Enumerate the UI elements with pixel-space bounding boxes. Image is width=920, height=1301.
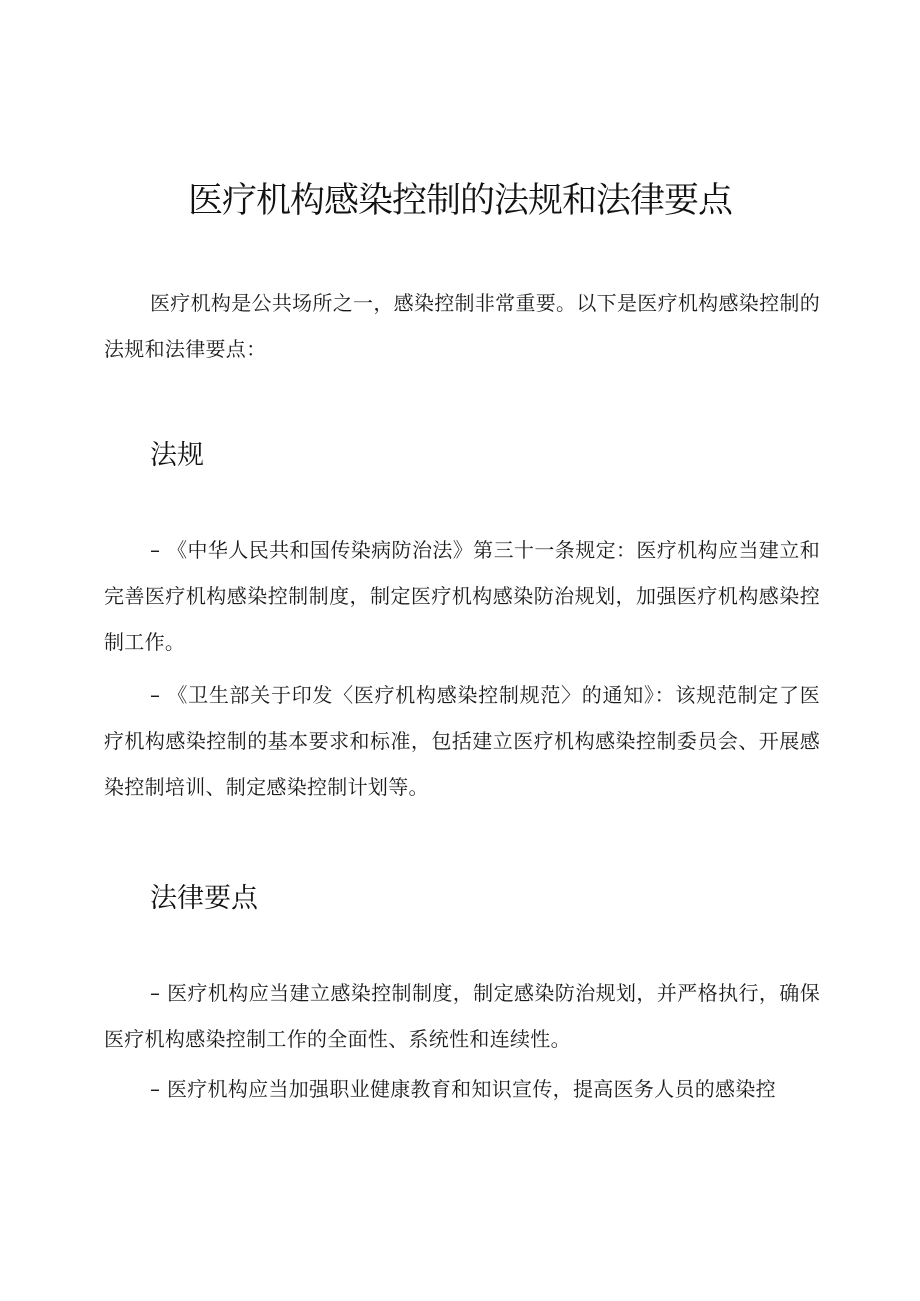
section-heading-regulations: 法规 (150, 440, 204, 471)
legal-point-item-1: – 医疗机构应当建立感染控制制度，制定感染防治规划，并严格执行，确保医疗机构感染控制工作的全面性、系统性和连续性。 (104, 981, 820, 1051)
document-title: 医疗机构感染控制的法规和法律要点 (187, 181, 732, 221)
legal-point-item-2: – 医疗机构应当加强职业健康教育和知识宣传，提高医务人员的感染控 (150, 1077, 776, 1101)
section-heading-legal-points: 法律要点 (150, 883, 258, 914)
regulation-item-1: – 《中华人民共和国传染病防治法》第三十一条规定：医疗机构应当建立和完善医疗机构感染控制制度，制定医疗机构感染防治规划，加强医疗机构感染控制工作。 (104, 538, 820, 654)
intro-paragraph: 医疗机构是公共场所之一，感染控制非常重要。以下是医疗机构感染控制的法规和法律要点： (104, 291, 820, 361)
regulation-item-2: – 《卫生部关于印发〈医疗机构感染控制规范〉的通知》：该规范制定了医疗机构感染控制的基本要求和标准，包括建立医疗机构感染控制委员会、开展感染控制培训、制定感染控制计划等。 (104, 683, 820, 799)
